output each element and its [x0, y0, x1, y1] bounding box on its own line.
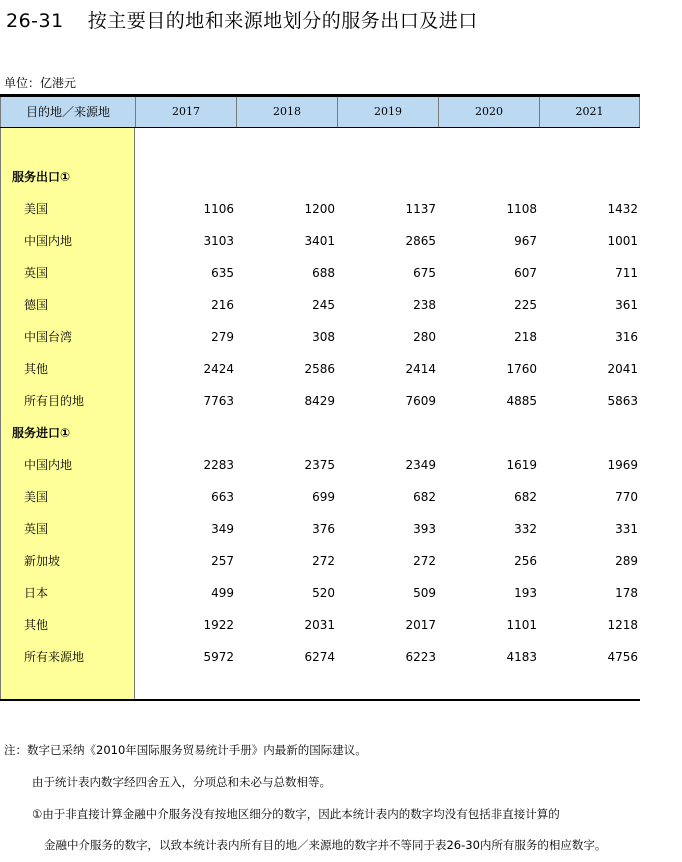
table-cell: 349 — [211, 522, 234, 536]
table-cell: 682 — [413, 490, 436, 504]
table-cell: 1001 — [607, 234, 638, 248]
table-cell: 635 — [211, 266, 234, 280]
row-label: 英国 — [24, 266, 49, 280]
table-row — [0, 485, 640, 509]
table-cell: 316 — [615, 330, 638, 344]
table-row — [0, 581, 640, 605]
header-destination-source: 目的地／来源地 — [0, 97, 135, 127]
table-cell: 607 — [514, 266, 537, 280]
table-cell: 6274 — [304, 650, 335, 664]
table-cell: 225 — [514, 298, 537, 312]
row-label: 所有来源地 — [24, 650, 85, 664]
table-cell: 272 — [413, 554, 436, 568]
header-year: 2019 — [337, 97, 438, 127]
table-cell: 361 — [615, 298, 638, 312]
table-cell: 4756 — [607, 650, 638, 664]
table-cell: 218 — [514, 330, 537, 344]
table-cell: 193 — [514, 586, 537, 600]
table-cell: 257 — [211, 554, 234, 568]
table-header — [0, 97, 640, 128]
table-row — [0, 357, 640, 381]
table-cell: 509 — [413, 586, 436, 600]
section-row — [0, 165, 640, 189]
footnote: 注：数字已采纳《2010年国际服务贸易统计手册》内最新的国际建议。 — [4, 743, 367, 757]
table-cell: 289 — [615, 554, 638, 568]
unit-label: 单位：亿港元 — [4, 76, 77, 90]
row-label: 美国 — [24, 490, 49, 504]
row-label: 中国内地 — [24, 458, 73, 472]
table-cell: 682 — [514, 490, 537, 504]
row-label: 中国台湾 — [24, 330, 73, 344]
table-cell: 699 — [312, 490, 335, 504]
table-row — [0, 229, 640, 253]
table-row — [0, 197, 640, 221]
table-cell: 216 — [211, 298, 234, 312]
table-row — [0, 325, 640, 349]
table-cell: 272 — [312, 554, 335, 568]
table-cell: 688 — [312, 266, 335, 280]
row-label: 新加坡 — [24, 554, 61, 568]
table-cell: 2349 — [405, 458, 436, 472]
section-label: 服务进口① — [12, 426, 71, 440]
table-cell: 7763 — [203, 394, 234, 408]
table-cell: 256 — [514, 554, 537, 568]
row-label: 日本 — [24, 586, 49, 600]
table-cell: 1969 — [607, 458, 638, 472]
footnote: 由于统计表内数字经四舍五入，分项总和未必与总数相等。 — [32, 775, 331, 789]
table-row — [0, 645, 640, 669]
table-cell: 967 — [514, 234, 537, 248]
section-row — [0, 421, 640, 445]
table-cell: 279 — [211, 330, 234, 344]
row-label: 所有目的地 — [24, 394, 85, 408]
table-cell: 1922 — [203, 618, 234, 632]
table-cell: 520 — [312, 586, 335, 600]
table-cell: 770 — [615, 490, 638, 504]
row-label: 英国 — [24, 522, 49, 536]
table-cell: 7609 — [405, 394, 436, 408]
table-cell: 5972 — [203, 650, 234, 664]
table-cell: 499 — [211, 586, 234, 600]
table-cell: 1218 — [607, 618, 638, 632]
table-cell: 4885 — [506, 394, 537, 408]
table-cell: 1619 — [506, 458, 537, 472]
table-cell: 1106 — [203, 202, 234, 216]
table-cell: 2414 — [405, 362, 436, 376]
header-year: 2017 — [135, 97, 236, 127]
footnote: 金融中介服务的数字，以致本统计表内所有目的地／来源地的数字并不等同于表26-30内所有服务的相应数字。 — [44, 838, 607, 852]
table-title: 按主要目的地和来源地划分的服务出口及进口 — [87, 10, 478, 32]
table-row — [0, 549, 640, 573]
footnote: ①由于非直接计算金融中介服务没有按地区细分的数字，因此本统计表内的数字均没有包括非直接计算的 — [32, 807, 560, 821]
table-row — [0, 261, 640, 285]
table-cell: 1200 — [304, 202, 335, 216]
table-cell: 238 — [413, 298, 436, 312]
table-cell: 2586 — [304, 362, 335, 376]
table-cell: 663 — [211, 490, 234, 504]
table-cell: 675 — [413, 266, 436, 280]
page-title — [6, 6, 478, 33]
table-row — [0, 517, 640, 541]
row-label: 美国 — [24, 202, 49, 216]
table-cell: 4183 — [506, 650, 537, 664]
table-cell: 376 — [312, 522, 335, 536]
table-cell: 2375 — [304, 458, 335, 472]
row-label: 德国 — [24, 298, 49, 312]
table-cell: 308 — [312, 330, 335, 344]
table-cell: 1432 — [607, 202, 638, 216]
section-label: 服务出口① — [12, 170, 71, 184]
table-cell: 280 — [413, 330, 436, 344]
table-cell: 6223 — [405, 650, 436, 664]
table-cell: 711 — [615, 266, 638, 280]
header-year: 2021 — [539, 97, 640, 127]
table-number: 26-31 — [6, 10, 64, 32]
table-cell: 2865 — [405, 234, 436, 248]
table-row — [0, 293, 640, 317]
table-cell: 5863 — [607, 394, 638, 408]
table-row — [0, 389, 640, 413]
table-cell: 332 — [514, 522, 537, 536]
row-label: 其他 — [24, 618, 49, 632]
row-label: 中国内地 — [24, 234, 73, 248]
table-cell: 331 — [615, 522, 638, 536]
table-row — [0, 613, 640, 637]
table-cell: 245 — [312, 298, 335, 312]
data-table — [0, 94, 640, 701]
table-cell: 1137 — [405, 202, 436, 216]
header-year: 2020 — [438, 97, 539, 127]
table-cell: 1101 — [506, 618, 537, 632]
table-cell: 3401 — [304, 234, 335, 248]
row-label: 其他 — [24, 362, 49, 376]
table-cell: 8429 — [304, 394, 335, 408]
header-year: 2018 — [236, 97, 337, 127]
table-cell: 1760 — [506, 362, 537, 376]
table-row — [0, 453, 640, 477]
table-cell: 3103 — [203, 234, 234, 248]
table-cell: 2041 — [607, 362, 638, 376]
table-cell: 2031 — [304, 618, 335, 632]
table-cell: 1108 — [506, 202, 537, 216]
table-cell: 2017 — [405, 618, 436, 632]
table-cell: 178 — [615, 586, 638, 600]
table-cell: 2424 — [203, 362, 234, 376]
table-cell: 2283 — [203, 458, 234, 472]
table-cell: 393 — [413, 522, 436, 536]
